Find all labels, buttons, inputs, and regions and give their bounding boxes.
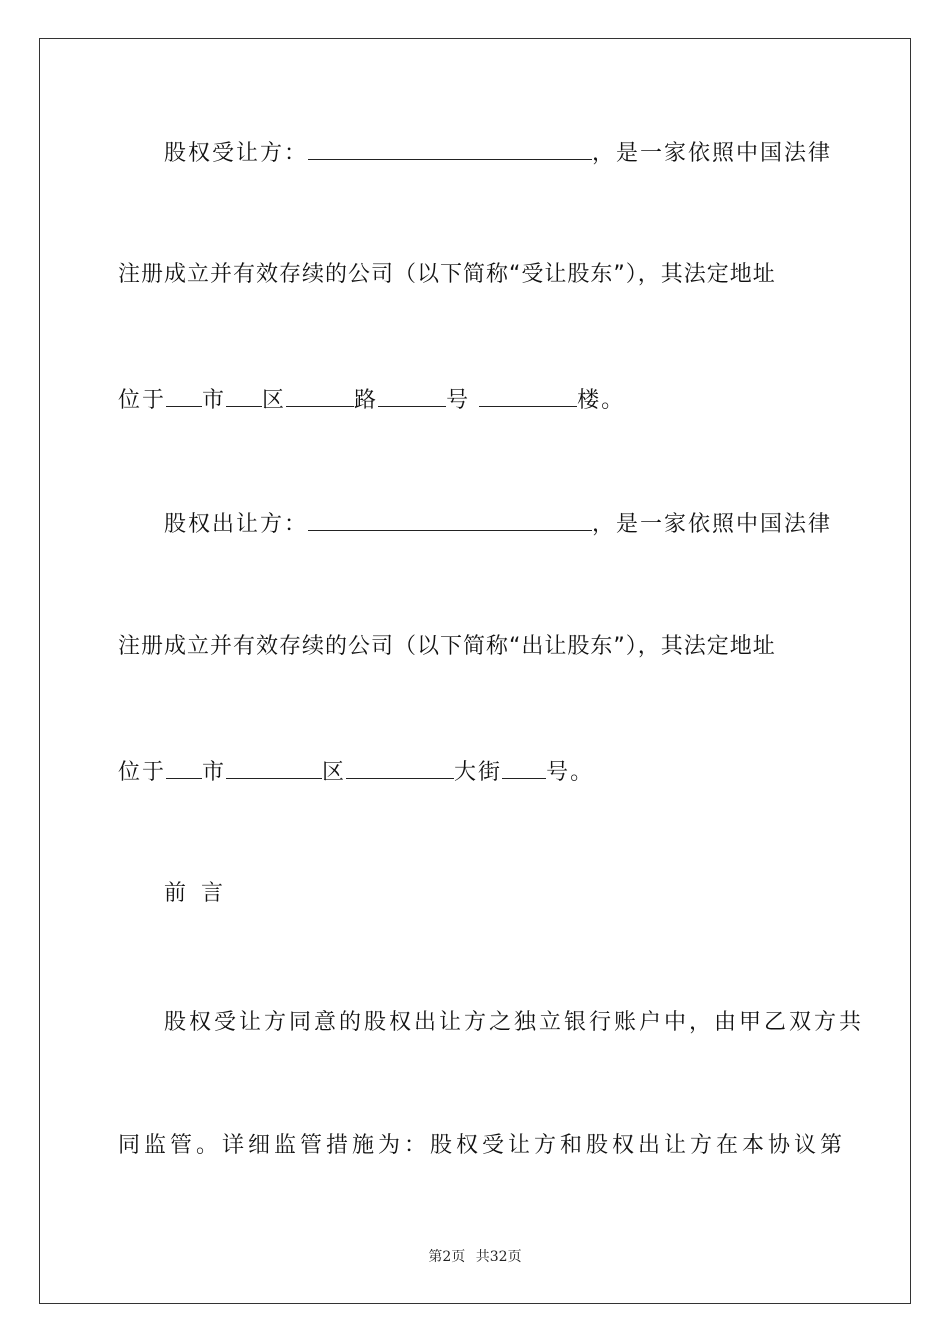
transferee-address-line — [118, 384, 833, 416]
heading-text: 前 言 — [164, 881, 227, 906]
city-blank[interactable] — [166, 756, 202, 779]
section-heading — [118, 879, 879, 909]
page-number: 第2页 — [428, 1249, 466, 1265]
transferee-registration-line — [118, 260, 833, 290]
supervision-line-1 — [118, 1008, 879, 1038]
transferor-registration-text: 注册成立并有效存续的公司（以下简称“出让股东”），其法定地址 — [118, 634, 776, 659]
district-label: 区 — [322, 760, 347, 785]
page-border — [39, 38, 911, 1304]
total-pages: 共32页 — [475, 1249, 522, 1265]
transferee-line — [118, 137, 879, 169]
street-label: 大街 — [454, 760, 503, 785]
city-label: 市 — [202, 760, 227, 785]
city-label: 市 — [202, 388, 227, 413]
transferor-address-line — [118, 756, 833, 788]
number-blank[interactable] — [378, 384, 446, 407]
city-blank[interactable] — [166, 384, 202, 407]
supervision-line-2 — [118, 1131, 847, 1161]
street-blank[interactable] — [346, 756, 454, 779]
district-blank[interactable] — [226, 756, 322, 779]
district-blank[interactable] — [226, 384, 262, 407]
road-label: 路 — [354, 388, 379, 413]
building-label: 楼。 — [577, 388, 626, 413]
supervision-text-1: 股权受让方同意的股权出让方之独立银行账户中，由甲乙双方共 — [164, 1010, 865, 1035]
page-footer — [0, 1246, 950, 1266]
transferor-line — [118, 508, 879, 540]
number-label: 号 — [446, 388, 471, 413]
building-blank[interactable] — [479, 384, 577, 407]
transferee-description: ，是一家依照中国法律 — [592, 141, 833, 166]
transferor-description: ，是一家依照中国法律 — [592, 512, 833, 537]
address-prefix: 位于 — [118, 388, 167, 413]
transferor-label: 股权出让方： — [164, 512, 309, 537]
transferee-registration-text: 注册成立并有效存续的公司（以下简称“受让股东”），其法定地址 — [118, 262, 776, 287]
transferee-label: 股权受让方： — [164, 141, 309, 166]
address-prefix: 位于 — [118, 760, 167, 785]
supervision-text-2: 同监管。详细监管措施为：股权受让方和股权出让方在本协议第 — [118, 1133, 847, 1158]
number-blank[interactable] — [502, 756, 546, 779]
transferor-registration-line — [118, 632, 833, 662]
transferor-name-blank[interactable] — [308, 508, 592, 531]
number-label: 号。 — [546, 760, 595, 785]
transferee-name-blank[interactable] — [308, 137, 592, 160]
district-label: 区 — [262, 388, 287, 413]
road-blank[interactable] — [286, 384, 354, 407]
